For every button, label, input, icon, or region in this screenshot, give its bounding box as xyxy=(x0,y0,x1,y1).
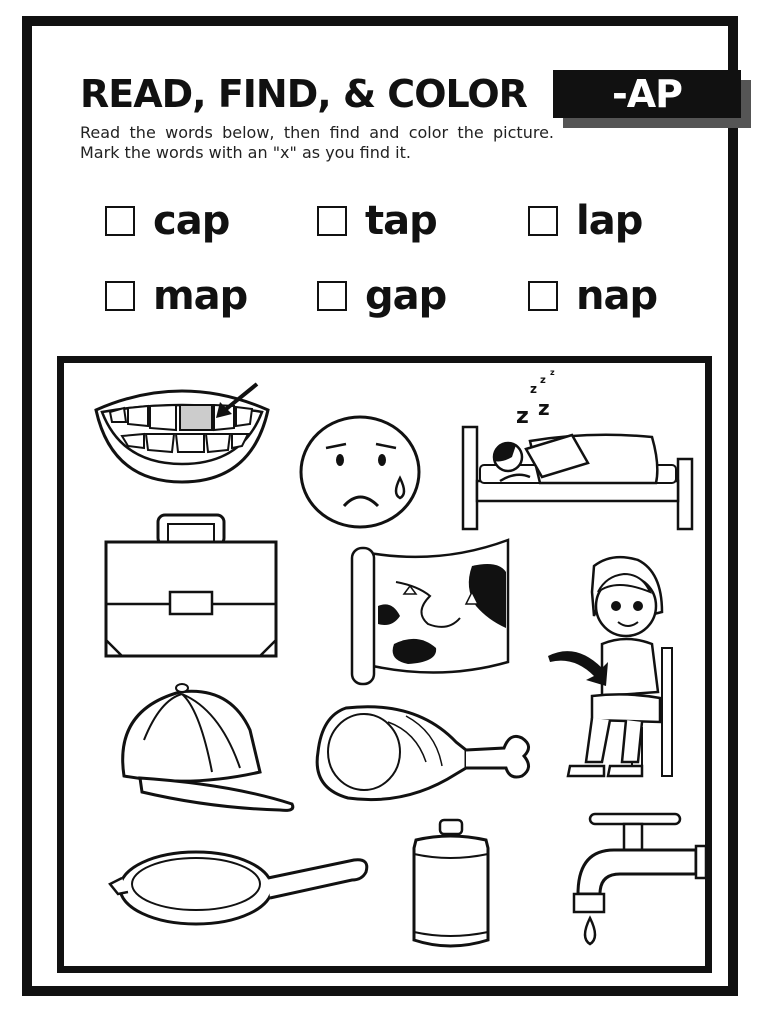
checkbox[interactable] xyxy=(528,206,558,236)
word-label: lap xyxy=(576,198,643,244)
sleeping-nap-icon[interactable] xyxy=(460,365,696,531)
checkbox[interactable] xyxy=(528,281,558,311)
svg-text:z: z xyxy=(516,404,529,429)
treasure-map-icon[interactable] xyxy=(348,536,512,686)
girl-lap-icon[interactable] xyxy=(546,552,688,778)
word-label: map xyxy=(153,273,248,319)
svg-text:z: z xyxy=(550,368,555,377)
word-label: nap xyxy=(576,273,658,319)
svg-text:z: z xyxy=(538,396,550,420)
soda-can-icon[interactable] xyxy=(408,818,494,952)
frying-pan-icon[interactable] xyxy=(108,848,370,936)
word-item-tap[interactable] xyxy=(317,197,437,245)
word-item-lap[interactable] xyxy=(528,197,642,245)
baseball-cap-icon[interactable] xyxy=(120,680,300,814)
word-item-nap[interactable] xyxy=(528,272,657,320)
svg-text:z: z xyxy=(530,382,537,396)
checkbox[interactable] xyxy=(317,206,347,236)
word-item-gap[interactable] xyxy=(317,272,446,320)
word-label: tap xyxy=(365,198,437,244)
checkbox[interactable] xyxy=(105,206,135,236)
checkbox[interactable] xyxy=(317,281,347,311)
word-item-map[interactable] xyxy=(105,272,247,320)
briefcase-icon[interactable] xyxy=(104,512,278,658)
sad-face-icon[interactable] xyxy=(298,414,422,530)
gap-teeth-icon[interactable] xyxy=(92,378,272,488)
word-family-tag: -AP xyxy=(553,70,741,118)
checkbox[interactable] xyxy=(105,281,135,311)
svg-text:z: z xyxy=(540,375,546,386)
instructions-text: Read the words below, then find and color the picture. Mark the words with an "x" as you find it. xyxy=(80,123,554,162)
ham-leg-icon[interactable] xyxy=(316,702,532,806)
page-title: READ, FIND, & COLOR xyxy=(80,72,527,116)
word-label: gap xyxy=(365,273,447,319)
water-tap-icon[interactable] xyxy=(570,810,706,958)
word-item-cap[interactable] xyxy=(105,197,229,245)
word-label: cap xyxy=(153,198,230,244)
